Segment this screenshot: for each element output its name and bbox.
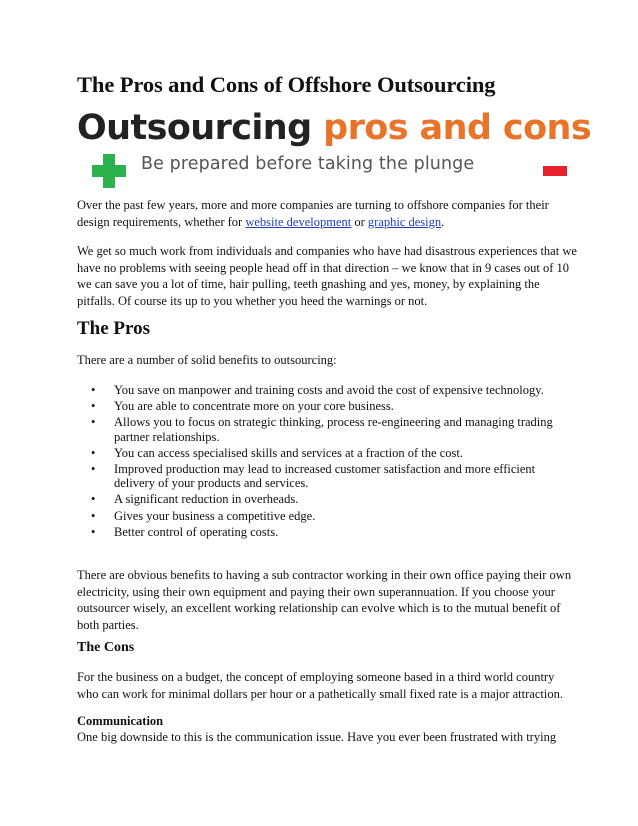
- communication-subheading: Communication: [77, 714, 164, 728]
- graphic-design-link[interactable]: graphic design: [367, 214, 442, 229]
- pros-list: [77, 383, 577, 541]
- list-item: • A significant reduction in overheads.: [77, 492, 577, 506]
- minus-icon: [543, 166, 567, 176]
- cons-paragraph-1: For the business on a budget, the concept of employing someone based in a third world country who can work for minimal dollars per hour or a pathetically small fixed rate is a major attraction.: [77, 670, 563, 701]
- cons-heading: The Cons: [77, 640, 135, 655]
- pros-lead-text: There are a number of solid benefits to outsourcing:: [77, 353, 337, 367]
- list-item: • You save on manpower and training costs and avoid the cost of expensive technology.: [77, 383, 577, 397]
- outsourcing-banner-image: [77, 108, 592, 188]
- page-title: The Pros and Cons of Offshore Outsourcing: [77, 72, 496, 97]
- intro-paragraph-1: Over the past few years, more and more companies are turning to offshore companies for their design requirements, whether for website development or graphic design.: [77, 198, 549, 229]
- website-development-link[interactable]: website development: [245, 214, 352, 229]
- banner-title: [77, 108, 591, 148]
- banner-title-word-outsourcing: Outsourcing: [77, 108, 312, 148]
- list-item: • Gives your business a competitive edge.: [77, 509, 577, 523]
- list-item: • You can access specialised skills and services at a fraction of the cost.: [77, 446, 577, 460]
- pros-closing-paragraph: There are obvious benefits to having a sub contractor working in their own office paying their own electricity, using their own equipment and paying their own superannuation. If you choose your outsourcer wisely, an excellent working relationship can evolve which is to the mutual benefit of both parties.: [77, 568, 572, 632]
- intro-paragraph-2: We get so much work from individuals and companies who have had disastrous experiences that we have no problems with seeing people head off in that direction – we know that in 9 cases out of 10 we can save you a lot of time, hair pulling, teeth gnashing and yes, money, by explaining the pitfalls. Of course its up to you whether you heed the warnings or not.: [77, 244, 577, 308]
- pros-heading: The Pros: [77, 318, 151, 339]
- banner-title-pros-and-cons: pros and cons: [323, 108, 592, 148]
- plus-icon: [92, 154, 126, 188]
- list-item: • Allows you to focus on strategic thinking, process re-engineering and managing trading partner relationships.: [77, 415, 577, 443]
- list-item: • Improved production may lead to increased customer satisfaction and more efficient delivery of your products and services.: [77, 462, 577, 490]
- cons-paragraph-2: One big downside to this is the communication issue. Have you ever been frustrated with trying: [77, 730, 557, 744]
- list-item: • Better control of operating costs.: [77, 525, 577, 539]
- list-item: • You are able to concentrate more on your core business.: [77, 399, 577, 413]
- banner-subtitle: Be prepared before taking the plunge: [141, 154, 475, 174]
